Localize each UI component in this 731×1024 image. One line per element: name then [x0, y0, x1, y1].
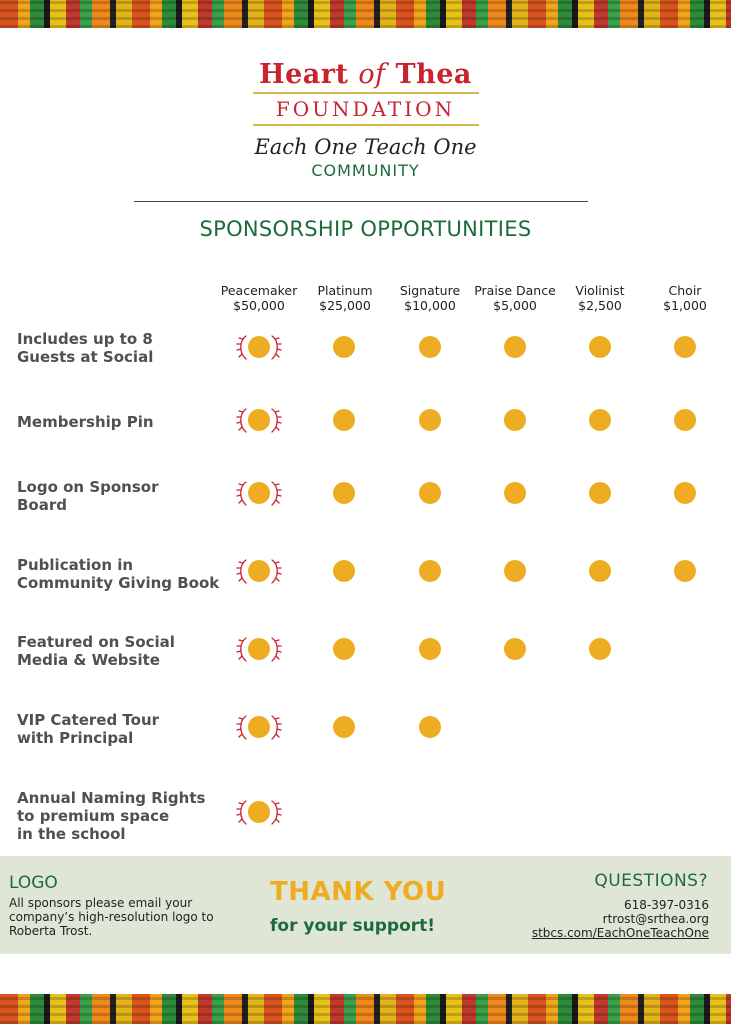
benefit-label-guests: Includes up to 8 Guests at Social	[17, 330, 154, 366]
included-dot-icon	[333, 638, 355, 660]
included-dot-icon	[419, 409, 441, 431]
included-dot-icon	[248, 482, 270, 504]
header-divider	[134, 201, 588, 202]
included-dot-icon	[248, 716, 270, 738]
laurel-dot-icon	[236, 712, 282, 742]
contact-phone[interactable]: 618-397-0316	[623, 898, 709, 912]
laurel-dot-icon	[236, 634, 282, 664]
footer-panel	[0, 856, 731, 954]
included-dot-icon	[419, 638, 441, 660]
logo-tagline: Each One Teach One	[254, 135, 477, 159]
included-dot-icon	[674, 560, 696, 582]
included-dot-icon	[333, 409, 355, 431]
included-dot-icon	[589, 560, 611, 582]
included-dot-icon	[504, 409, 526, 431]
contact-email[interactable]: rtrost@srthea.org	[602, 912, 709, 926]
logo-rule-bottom	[253, 124, 479, 126]
included-dot-icon	[248, 409, 270, 431]
page-title: SPONSORSHIP OPPORTUNITIES	[199, 217, 532, 241]
tier-header-violinist: Violinist $2,500	[575, 283, 625, 313]
included-dot-icon	[248, 336, 270, 358]
included-dot-icon	[248, 638, 270, 660]
laurel-dot-icon	[236, 797, 282, 827]
laurel-dot-icon	[236, 405, 282, 435]
footer-logo-instructions: All sponsors please email your company’s high-resolution logo to Roberta Trost.	[9, 896, 214, 938]
included-dot-icon	[589, 336, 611, 358]
laurel-dot-icon	[236, 556, 282, 586]
benefit-label-vip-tour: VIP Catered Tour with Principal	[17, 711, 160, 747]
footer-logo-title: LOGO	[9, 873, 58, 893]
kente-border-top	[0, 0, 731, 28]
benefit-label-pin: Membership Pin	[17, 413, 154, 431]
questions-title: QUESTIONS?	[594, 871, 708, 891]
included-dot-icon	[589, 638, 611, 660]
included-dot-icon	[504, 336, 526, 358]
tier-header-platinum: Platinum $25,000	[317, 283, 373, 313]
included-dot-icon	[504, 560, 526, 582]
included-dot-icon	[674, 409, 696, 431]
included-dot-icon	[504, 482, 526, 504]
included-dot-icon	[248, 801, 270, 823]
included-dot-icon	[333, 482, 355, 504]
included-dot-icon	[589, 409, 611, 431]
included-dot-icon	[419, 482, 441, 504]
foundation-logo	[0, 58, 731, 182]
tier-header-peacemaker: Peacemaker $50,000	[220, 283, 298, 313]
included-dot-icon	[333, 560, 355, 582]
thank-you-heading: THANK YOU	[270, 877, 447, 907]
included-dot-icon	[674, 336, 696, 358]
benefit-label-logo-board: Logo on Sponsor Board	[17, 478, 159, 514]
tier-header-praise-dance: Praise Dance $5,000	[474, 283, 556, 313]
kente-border-bottom	[0, 994, 731, 1024]
tier-header-signature: Signature $10,000	[399, 283, 461, 313]
contact-website-link[interactable]: stbcs.com/EachOneTeachOne	[531, 926, 709, 940]
logo-community: COMMUNITY	[311, 161, 420, 180]
included-dot-icon	[419, 336, 441, 358]
included-dot-icon	[674, 482, 696, 504]
support-text: for your support!	[270, 916, 436, 936]
included-dot-icon	[333, 716, 355, 738]
benefit-label-naming-rights: Annual Naming Rights to premium space in the school	[17, 789, 206, 843]
included-dot-icon	[504, 638, 526, 660]
included-dot-icon	[248, 560, 270, 582]
benefit-label-social-media: Featured on Social Media & Website	[17, 633, 175, 669]
laurel-dot-icon	[236, 332, 282, 362]
logo-title: Heart of Thea	[259, 59, 472, 90]
included-dot-icon	[419, 560, 441, 582]
benefit-label-publication: Publication in Community Giving Book	[17, 556, 220, 592]
tier-header-choir: Choir $1,000	[663, 283, 707, 313]
laurel-dot-icon	[236, 478, 282, 508]
logo-foundation: FOUNDATION	[275, 97, 456, 121]
included-dot-icon	[589, 482, 611, 504]
included-dot-icon	[419, 716, 441, 738]
included-dot-icon	[333, 336, 355, 358]
